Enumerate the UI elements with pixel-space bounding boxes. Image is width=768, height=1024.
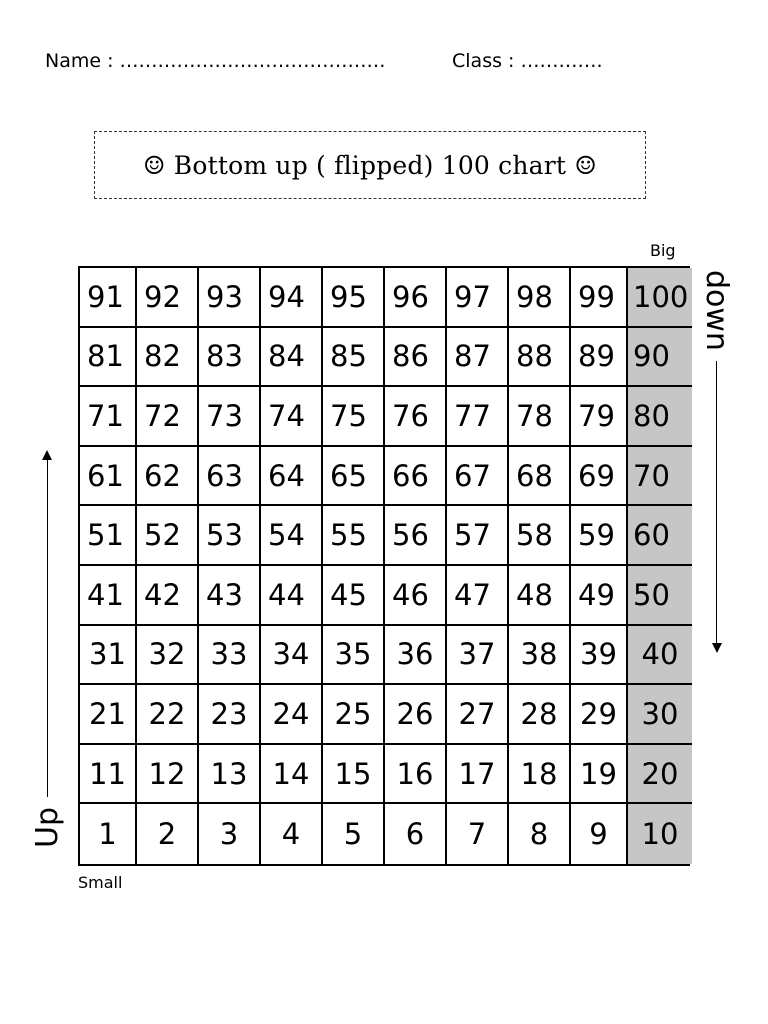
grid-cell: 8 [509,804,571,864]
grid-cell: 15 [323,745,385,805]
grid-cell: 5 [323,804,385,864]
grid-cell: 70 [628,447,692,507]
grid-cell: 54 [261,506,323,566]
up-arrow-label [30,452,65,848]
grid-cell: 62 [137,447,199,507]
grid-cell: 28 [509,685,571,745]
grid-cell: 11 [80,745,137,805]
grid-cell: 16 [385,745,447,805]
grid-cell: 69 [571,447,628,507]
grid-cell: 24 [261,685,323,745]
grid-cell: 56 [385,506,447,566]
big-label: Big [650,241,676,260]
grid-cell: 10 [628,804,692,864]
grid-cell: 60 [628,506,692,566]
grid-cell: 2 [137,804,199,864]
grid-cell: 34 [261,626,323,686]
grid-cell: 92 [137,268,199,328]
grid-cell: 83 [199,328,261,388]
grid-cell: 19 [571,745,628,805]
grid-cell: 40 [628,626,692,686]
grid-cell: 93 [199,268,261,328]
grid-cell: 21 [80,685,137,745]
grid-cell: 73 [199,387,261,447]
grid-cell: 98 [509,268,571,328]
up-arrow-icon [47,452,48,797]
grid-cell: 36 [385,626,447,686]
grid-cell: 85 [323,328,385,388]
grid-cell: 74 [261,387,323,447]
grid-cell: 61 [80,447,137,507]
grid-cell: 57 [447,506,509,566]
grid-cell: 44 [261,566,323,626]
grid-cell: 96 [385,268,447,328]
grid-cell: 12 [137,745,199,805]
grid-cell: 81 [80,328,137,388]
grid-cell: 37 [447,626,509,686]
grid-cell: 51 [80,506,137,566]
grid-cell: 20 [628,745,692,805]
grid-cell: 30 [628,685,692,745]
grid-cell: 42 [137,566,199,626]
grid-cell: 35 [323,626,385,686]
grid-cell: 38 [509,626,571,686]
grid-cell: 31 [80,626,137,686]
grid-cell: 91 [80,268,137,328]
grid-cell: 39 [571,626,628,686]
up-label-text: Up [30,806,65,848]
grid-cell: 17 [447,745,509,805]
grid-cell: 1 [80,804,137,864]
grid-cell: 26 [385,685,447,745]
grid-cell: 59 [571,506,628,566]
class-field-line: Class : …………. [452,50,603,72]
grid-cell: 33 [199,626,261,686]
grid-cell: 50 [628,566,692,626]
grid-cell: 77 [447,387,509,447]
grid-cell: 14 [261,745,323,805]
grid-cell: 95 [323,268,385,328]
grid-cell: 65 [323,447,385,507]
down-arrow-icon [716,361,717,651]
grid-cell: 72 [137,387,199,447]
grid-cell: 71 [80,387,137,447]
grid-cell: 22 [137,685,199,745]
grid-cell: 79 [571,387,628,447]
grid-cell: 13 [199,745,261,805]
title-box [94,131,646,199]
grid-cell: 76 [385,387,447,447]
grid-cell: 66 [385,447,447,507]
name-field-line: Name : …………………………………… [45,50,386,72]
grid-cell: 46 [385,566,447,626]
grid-cell: 80 [628,387,692,447]
grid-cell: 7 [447,804,509,864]
grid-cell: 53 [199,506,261,566]
grid-cell: 87 [447,328,509,388]
grid-cell: 100 [628,268,692,328]
grid-cell: 58 [509,506,571,566]
grid-cell: 97 [447,268,509,328]
grid-cell: 55 [323,506,385,566]
grid-cell: 88 [509,328,571,388]
grid-cell: 86 [385,328,447,388]
small-label: Small [78,873,123,892]
grid-cell: 45 [323,566,385,626]
down-arrow-label [699,270,734,651]
grid-cell: 18 [509,745,571,805]
grid-cell: 23 [199,685,261,745]
grid-cell: 64 [261,447,323,507]
grid-cell: 27 [447,685,509,745]
grid-cell: 67 [447,447,509,507]
grid-cell: 89 [571,328,628,388]
down-label-text: down [699,270,734,351]
grid-cell: 43 [199,566,261,626]
grid-cell: 63 [199,447,261,507]
grid-cell: 49 [571,566,628,626]
hundred-chart-grid [78,266,690,866]
worksheet-title: ☺ Bottom up ( flipped) 100 chart ☺ [143,150,597,180]
grid-cell: 84 [261,328,323,388]
grid-cell: 94 [261,268,323,328]
grid-cell: 41 [80,566,137,626]
grid-cell: 99 [571,268,628,328]
grid-cell: 52 [137,506,199,566]
grid-cell: 68 [509,447,571,507]
grid-cell: 29 [571,685,628,745]
grid-cell: 82 [137,328,199,388]
grid-cell: 32 [137,626,199,686]
grid-cell: 78 [509,387,571,447]
grid-cell: 48 [509,566,571,626]
grid-cell: 25 [323,685,385,745]
grid-cell: 9 [571,804,628,864]
grid-cell: 3 [199,804,261,864]
grid-cell: 47 [447,566,509,626]
grid-cell: 4 [261,804,323,864]
grid-cell: 6 [385,804,447,864]
grid-cell: 90 [628,328,692,388]
grid-cell: 75 [323,387,385,447]
